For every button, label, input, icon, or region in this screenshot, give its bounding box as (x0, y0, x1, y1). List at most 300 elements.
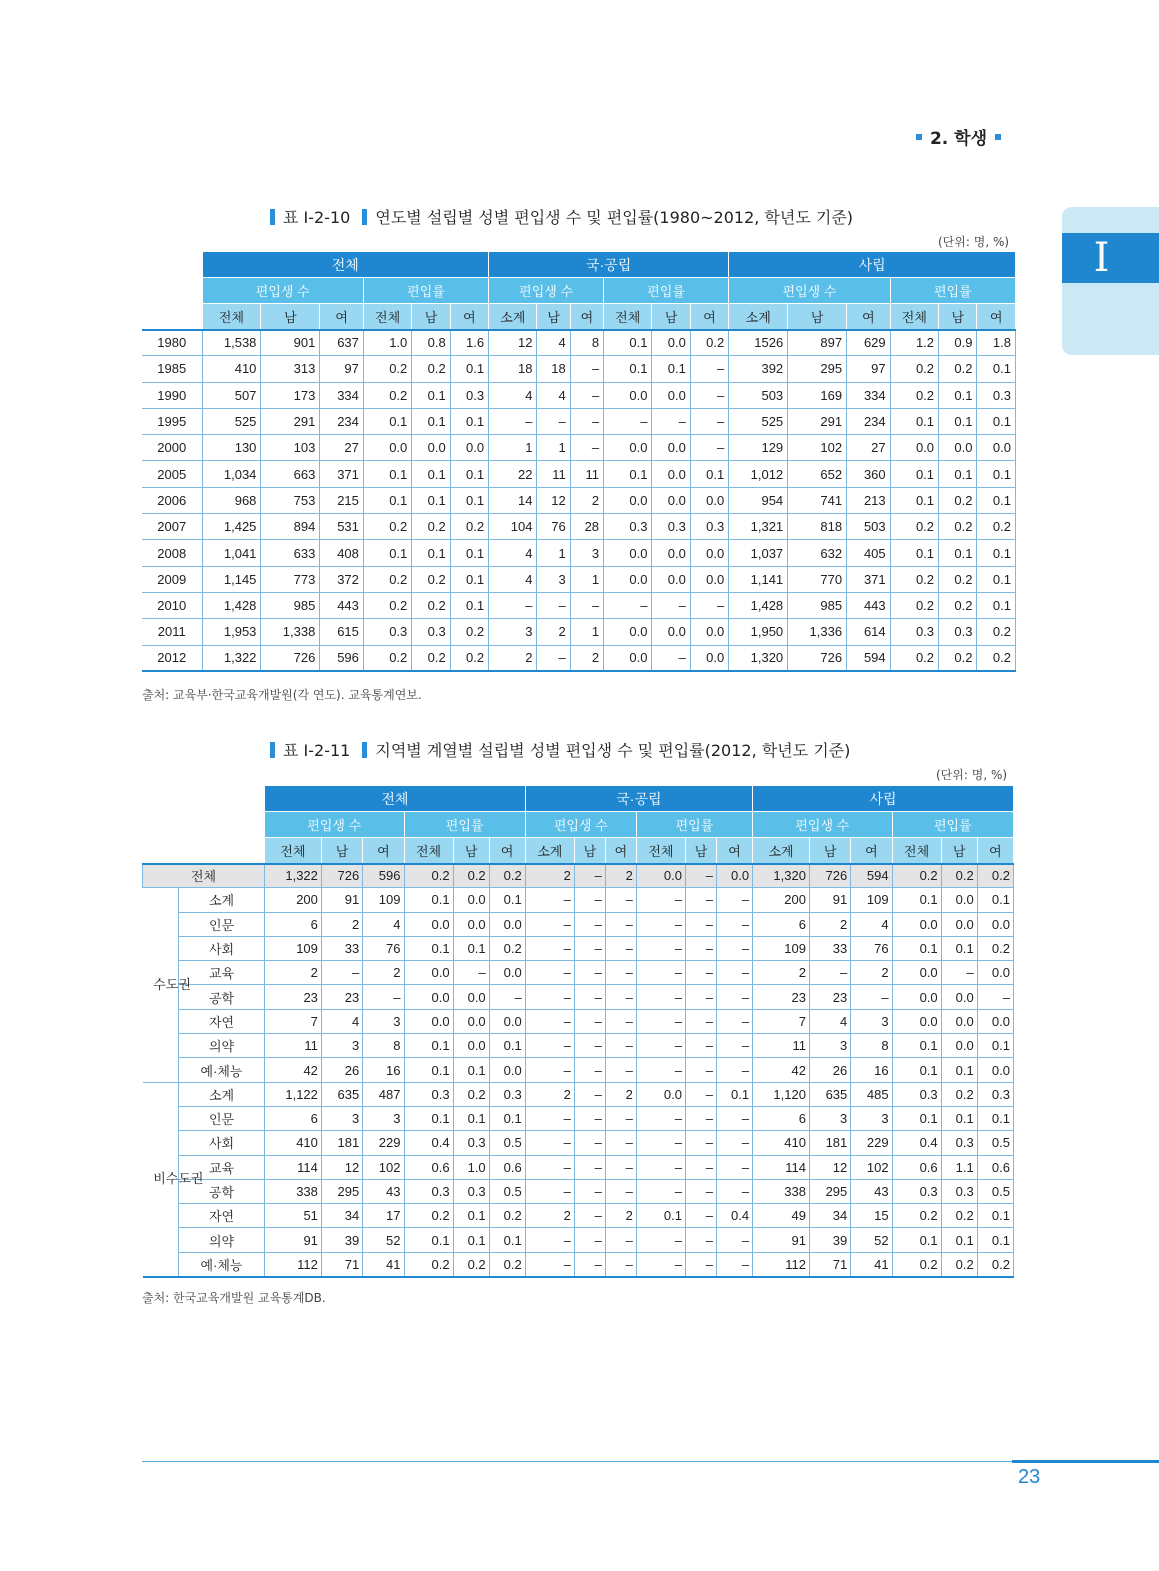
data-cell: 0.0 (652, 487, 690, 513)
data-cell: 0.3 (977, 382, 1016, 408)
data-cell: – (716, 936, 752, 960)
data-cell: – (570, 592, 603, 618)
data-cell: 0.2 (363, 592, 411, 618)
data-cell: 114 (753, 1155, 810, 1179)
data-cell: 2 (265, 961, 322, 985)
data-cell: 0.2 (890, 382, 938, 408)
data-cell: 1,145 (202, 566, 261, 592)
column-header: 여 (363, 838, 404, 864)
data-cell: – (525, 1179, 574, 1203)
data-cell: 2 (363, 961, 404, 985)
data-cell: 91 (321, 888, 362, 912)
table-row (143, 1009, 1014, 1033)
data-cell: – (570, 408, 603, 434)
table-row (142, 619, 1016, 645)
data-cell: 897 (788, 330, 847, 356)
data-cell: 0.2 (404, 864, 453, 888)
data-cell: 0.2 (977, 619, 1016, 645)
data-cell: 614 (847, 619, 891, 645)
row-year-label: 2009 (142, 566, 202, 592)
header-row-cols (142, 304, 1016, 330)
data-cell: 181 (809, 1131, 850, 1155)
data-cell: 0.1 (941, 1228, 977, 1252)
data-cell: 71 (321, 1252, 362, 1276)
column-header: 소계 (753, 838, 810, 864)
data-cell: 525 (202, 408, 261, 434)
data-cell: 0.2 (412, 566, 450, 592)
data-cell: 91 (265, 1228, 322, 1252)
data-cell: 12 (489, 330, 537, 356)
data-cell: – (636, 1058, 685, 1082)
table-row (142, 330, 1016, 356)
data-cell: 0.1 (892, 888, 941, 912)
data-cell: – (525, 1106, 574, 1130)
data-cell: 1,322 (202, 645, 261, 671)
sub-header: 편입률 (892, 812, 1013, 838)
data-cell: – (605, 912, 636, 936)
column-header: 남 (941, 838, 977, 864)
column-header: 여 (450, 304, 488, 330)
data-cell: 229 (851, 1131, 892, 1155)
data-cell: 0.1 (892, 1058, 941, 1082)
data-cell: – (977, 985, 1013, 1009)
column-header: 전체 (892, 838, 941, 864)
data-cell: 726 (788, 645, 847, 671)
data-cell: 0.4 (716, 1204, 752, 1228)
data-cell: – (636, 1009, 685, 1033)
data-cell: – (716, 985, 752, 1009)
table-row (142, 566, 1016, 592)
data-cell: 0.1 (453, 1204, 489, 1228)
data-cell: – (685, 1228, 716, 1252)
data-cell: 0.0 (604, 619, 652, 645)
data-cell: 1,322 (265, 864, 322, 888)
data-cell: 507 (202, 382, 261, 408)
data-cell: 0.0 (450, 435, 488, 461)
header-blank-cell (142, 252, 202, 278)
data-cell: 0.0 (636, 864, 685, 888)
column-header: 여 (847, 304, 891, 330)
table-row (143, 1179, 1014, 1203)
data-cell: 7 (753, 1009, 810, 1033)
data-cell: 104 (489, 514, 537, 540)
data-cell: 487 (363, 1082, 404, 1106)
data-cell: 2 (753, 961, 810, 985)
data-cell: 0.3 (363, 619, 411, 645)
sub-header: 편입생 수 (729, 278, 890, 304)
data-cell: 0.2 (489, 864, 525, 888)
data-cell: 4 (809, 1009, 850, 1033)
data-cell: 0.9 (939, 330, 977, 356)
table-row (142, 408, 1016, 434)
data-cell: 102 (363, 1155, 404, 1179)
data-cell: 1526 (729, 330, 788, 356)
data-cell: – (685, 1082, 716, 1106)
data-cell: – (636, 985, 685, 1009)
data-cell: 0.2 (977, 936, 1013, 960)
data-cell: 0.1 (977, 592, 1016, 618)
data-cell: 27 (320, 435, 364, 461)
data-cell: 0.0 (939, 435, 977, 461)
data-cell: 1 (489, 435, 537, 461)
data-cell: 97 (320, 356, 364, 382)
data-cell: 3 (851, 1009, 892, 1033)
data-cell: 295 (321, 1179, 362, 1203)
data-cell: 3 (363, 1106, 404, 1130)
data-cell: – (574, 1155, 605, 1179)
data-cell: 18 (489, 356, 537, 382)
data-cell: 76 (537, 514, 570, 540)
data-cell: 0.1 (636, 1204, 685, 1228)
data-cell: 0.2 (412, 592, 450, 618)
data-cell: – (636, 1155, 685, 1179)
row-year-label: 2005 (142, 461, 202, 487)
data-cell: – (941, 961, 977, 985)
data-cell: 0.0 (890, 435, 938, 461)
data-cell: – (574, 1179, 605, 1203)
data-cell: 0.0 (652, 382, 690, 408)
data-cell: 26 (809, 1058, 850, 1082)
table1-unit: (단위: 명, %) (938, 235, 1010, 249)
data-cell: – (685, 1009, 716, 1033)
data-cell: 1,953 (202, 619, 261, 645)
data-cell: 1,425 (202, 514, 261, 540)
data-cell: – (525, 985, 574, 1009)
data-cell: 0.2 (941, 864, 977, 888)
data-cell: 0.3 (404, 1179, 453, 1203)
data-cell: – (685, 888, 716, 912)
data-cell: – (574, 864, 605, 888)
field-label: 소계 (179, 888, 265, 912)
data-cell: 635 (321, 1082, 362, 1106)
table2-title (262, 738, 850, 761)
data-cell: 39 (809, 1228, 850, 1252)
column-header: 남 (321, 838, 362, 864)
data-cell: – (605, 1106, 636, 1130)
data-cell: 0.1 (604, 356, 652, 382)
data-cell: 0.1 (450, 592, 488, 618)
data-cell: 0.0 (404, 912, 453, 936)
data-cell: 291 (261, 408, 320, 434)
data-cell: 0.3 (604, 514, 652, 540)
sub-header: 편입생 수 (202, 278, 363, 304)
data-cell: – (605, 985, 636, 1009)
data-cell: 22 (489, 461, 537, 487)
data-cell: 0.2 (941, 1082, 977, 1106)
data-cell: 11 (265, 1034, 322, 1058)
data-cell: 4 (489, 382, 537, 408)
data-cell: 901 (261, 330, 320, 356)
data-cell: 0.3 (690, 514, 728, 540)
data-cell: 23 (265, 985, 322, 1009)
table-row (143, 1082, 1014, 1106)
data-cell: 234 (847, 408, 891, 434)
data-cell: 0.0 (652, 330, 690, 356)
data-cell: 16 (851, 1058, 892, 1082)
data-cell: 0.0 (604, 487, 652, 513)
total-row-label: 전체 (143, 864, 265, 888)
data-cell: 1,012 (729, 461, 788, 487)
data-cell: 102 (788, 435, 847, 461)
data-cell: 3 (489, 619, 537, 645)
table1 (142, 251, 1016, 672)
data-cell: – (525, 1131, 574, 1155)
data-cell: 4 (489, 540, 537, 566)
data-cell: 0.1 (977, 540, 1016, 566)
data-cell: – (525, 936, 574, 960)
table-row (143, 1106, 1014, 1130)
data-cell: – (685, 1179, 716, 1203)
data-cell: 0.0 (604, 645, 652, 671)
header-row-groups (143, 786, 1014, 812)
data-cell: 291 (788, 408, 847, 434)
data-cell: 1,034 (202, 461, 261, 487)
field-label: 사회 (179, 936, 265, 960)
data-cell: 0.0 (977, 961, 1013, 985)
data-cell: 0.0 (453, 1034, 489, 1058)
data-cell: – (525, 961, 574, 985)
table2-unit: (단위: 명, %) (936, 768, 1008, 782)
data-cell: 27 (847, 435, 891, 461)
data-cell: 0.0 (652, 540, 690, 566)
data-cell: 726 (809, 864, 850, 888)
bullet-square-icon (995, 134, 1001, 140)
data-cell: 0.0 (690, 619, 728, 645)
running-header (916, 124, 1001, 149)
data-cell: – (716, 1131, 752, 1155)
column-header: 남 (261, 304, 320, 330)
data-cell: – (574, 1131, 605, 1155)
row-year-label: 2006 (142, 487, 202, 513)
data-cell: 0.0 (690, 645, 728, 671)
data-cell: 2 (605, 1204, 636, 1228)
column-header: 전체 (636, 838, 685, 864)
data-cell: 2 (605, 864, 636, 888)
data-cell: 1.6 (450, 330, 488, 356)
data-cell: – (605, 1034, 636, 1058)
data-cell: 0.2 (890, 356, 938, 382)
data-cell: 594 (847, 645, 891, 671)
data-cell: – (574, 888, 605, 912)
data-cell: 0.3 (977, 1082, 1013, 1106)
data-cell: 0.1 (977, 888, 1013, 912)
data-cell: 0.1 (450, 487, 488, 513)
data-cell: 0.1 (404, 1228, 453, 1252)
data-cell: – (605, 1179, 636, 1203)
data-cell: 0.0 (652, 566, 690, 592)
data-cell: 615 (320, 619, 364, 645)
data-cell: 0.1 (892, 1228, 941, 1252)
data-cell: 12 (321, 1155, 362, 1179)
data-cell: 103 (261, 435, 320, 461)
data-cell: – (685, 1034, 716, 1058)
data-cell: 0.1 (939, 461, 977, 487)
data-cell: 371 (847, 566, 891, 592)
group-header: 전체 (202, 252, 489, 278)
data-cell: 0.0 (604, 566, 652, 592)
data-cell: – (525, 1058, 574, 1082)
data-cell: 372 (320, 566, 364, 592)
data-cell: 14 (489, 487, 537, 513)
data-cell: 0.1 (450, 408, 488, 434)
data-cell: – (570, 356, 603, 382)
data-cell: 1,120 (753, 1082, 810, 1106)
row-year-label: 2012 (142, 645, 202, 671)
data-cell: 12 (809, 1155, 850, 1179)
data-cell: – (605, 1009, 636, 1033)
data-cell: 23 (321, 985, 362, 1009)
data-cell: 0.1 (977, 1106, 1013, 1130)
data-cell: – (537, 592, 570, 618)
column-header: 남 (574, 838, 605, 864)
field-label: 교육 (179, 1155, 265, 1179)
data-cell: 0.1 (489, 1034, 525, 1058)
data-cell: – (690, 592, 728, 618)
data-cell: 0.0 (941, 985, 977, 1009)
data-cell: 2 (570, 645, 603, 671)
data-cell: 17 (363, 1204, 404, 1228)
data-cell: 0.1 (690, 461, 728, 487)
data-cell: 0.2 (450, 645, 488, 671)
data-cell: 1 (570, 619, 603, 645)
data-cell: 443 (847, 592, 891, 618)
data-cell: – (605, 888, 636, 912)
data-cell: – (716, 1009, 752, 1033)
data-cell: 0.2 (890, 566, 938, 592)
data-cell: 0.2 (977, 864, 1013, 888)
data-cell: 2 (525, 1082, 574, 1106)
table-row (143, 1131, 1014, 1155)
column-header: 소계 (489, 304, 537, 330)
data-cell: 408 (320, 540, 364, 566)
data-cell: 200 (265, 888, 322, 912)
group-header: 국·공립 (489, 252, 729, 278)
data-cell: – (574, 1082, 605, 1106)
data-cell: 8 (363, 1034, 404, 1058)
data-cell: 1,041 (202, 540, 261, 566)
data-cell: 43 (851, 1179, 892, 1203)
data-cell: 0.2 (892, 1204, 941, 1228)
data-cell: 0.3 (652, 514, 690, 540)
data-cell: 0.1 (939, 408, 977, 434)
data-cell: 18 (537, 356, 570, 382)
data-cell: 0.0 (404, 961, 453, 985)
data-cell: 0.1 (453, 1106, 489, 1130)
data-cell: 753 (261, 487, 320, 513)
data-cell: 0.0 (652, 619, 690, 645)
data-cell: 0.4 (892, 1131, 941, 1155)
table-row (143, 961, 1014, 985)
data-cell: 28 (570, 514, 603, 540)
table-row (143, 1228, 1014, 1252)
data-cell: 43 (363, 1179, 404, 1203)
data-cell: 0.0 (412, 435, 450, 461)
data-cell: 0.0 (489, 1058, 525, 1082)
data-cell: – (453, 961, 489, 985)
data-cell: 0.1 (652, 356, 690, 382)
table-row (142, 435, 1016, 461)
data-cell: 0.6 (489, 1155, 525, 1179)
data-cell: – (636, 1228, 685, 1252)
data-cell: – (636, 961, 685, 985)
table-row (142, 645, 1016, 671)
table-row (143, 1058, 1014, 1082)
data-cell: 0.2 (977, 514, 1016, 540)
data-cell: 503 (847, 514, 891, 540)
data-cell: 0.0 (363, 435, 411, 461)
data-cell: 1,950 (729, 619, 788, 645)
data-cell: 49 (753, 1204, 810, 1228)
data-cell: 3 (321, 1034, 362, 1058)
data-cell: 954 (729, 487, 788, 513)
table1-title (262, 205, 853, 228)
data-cell: 0.0 (892, 985, 941, 1009)
data-cell: 1,037 (729, 540, 788, 566)
table1-title-text: 연도별 설립별 성별 편입생 수 및 편입률(1980~2012, 학년도 기준) (375, 208, 854, 227)
footer-rule (142, 1461, 1012, 1462)
data-cell: 0.2 (489, 1204, 525, 1228)
data-cell: – (605, 936, 636, 960)
data-cell: 7 (265, 1009, 322, 1033)
data-cell: 1.1 (941, 1155, 977, 1179)
data-cell: 0.1 (977, 356, 1016, 382)
data-cell: – (605, 1252, 636, 1276)
table-row (143, 1204, 1014, 1228)
data-cell: 985 (261, 592, 320, 618)
data-cell: 632 (788, 540, 847, 566)
data-cell: – (489, 592, 537, 618)
data-cell: 0.1 (363, 408, 411, 434)
data-cell: – (685, 1131, 716, 1155)
data-cell: 0.1 (489, 1228, 525, 1252)
data-cell: 0.0 (652, 461, 690, 487)
data-cell: 109 (363, 888, 404, 912)
data-cell: 0.1 (892, 1106, 941, 1130)
data-cell: – (537, 408, 570, 434)
data-cell: 596 (320, 645, 364, 671)
data-cell: 894 (261, 514, 320, 540)
data-cell: 2 (525, 864, 574, 888)
data-cell: 0.2 (890, 592, 938, 618)
data-cell: 71 (809, 1252, 850, 1276)
data-cell: 6 (265, 1106, 322, 1130)
data-cell: 215 (320, 487, 364, 513)
data-cell: 0.1 (939, 540, 977, 566)
data-cell: 52 (851, 1228, 892, 1252)
data-cell: 0.0 (604, 435, 652, 461)
data-cell: 0.2 (453, 1082, 489, 1106)
data-cell: 0.1 (890, 408, 938, 434)
data-cell: 0.2 (489, 1252, 525, 1276)
data-cell: 0.1 (941, 1058, 977, 1082)
data-cell: 0.6 (892, 1155, 941, 1179)
data-cell: 11 (753, 1034, 810, 1058)
sub-header: 편입생 수 (265, 812, 405, 838)
column-header: 여 (716, 838, 752, 864)
data-cell: 2 (851, 961, 892, 985)
data-cell: – (685, 936, 716, 960)
table-row (142, 592, 1016, 618)
table-row (142, 356, 1016, 382)
field-label: 소계 (179, 1082, 265, 1106)
data-cell: 0.2 (363, 645, 411, 671)
row-year-label: 2007 (142, 514, 202, 540)
data-cell: 0.2 (489, 936, 525, 960)
column-header: 남 (788, 304, 847, 330)
data-cell: 0.4 (404, 1131, 453, 1155)
data-cell: – (716, 1228, 752, 1252)
data-cell: 0.5 (489, 1179, 525, 1203)
